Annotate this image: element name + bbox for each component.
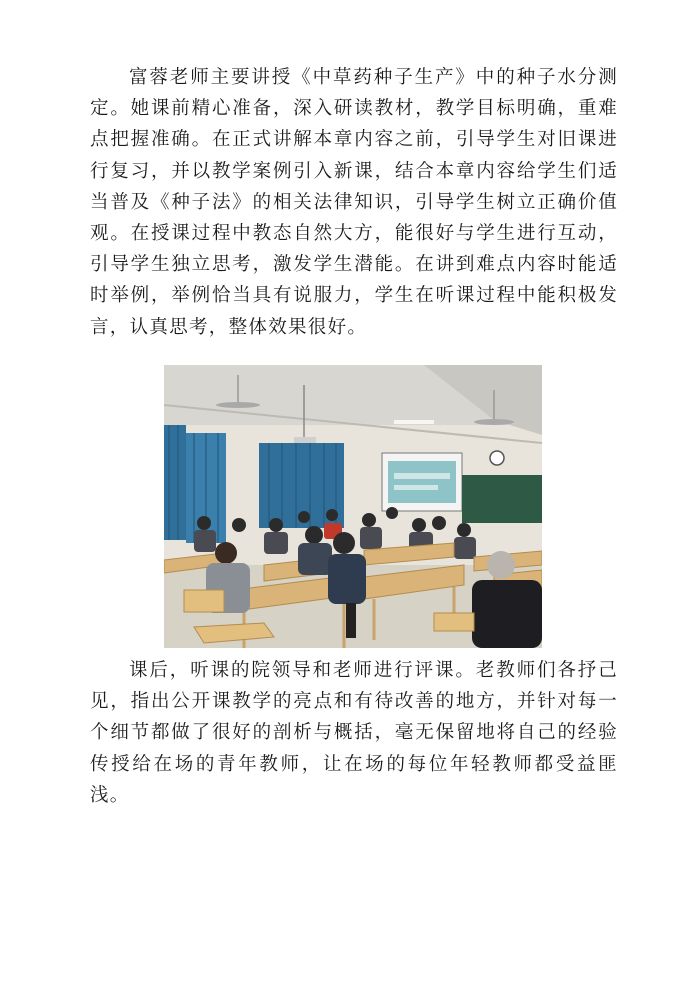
classroom-photo bbox=[164, 365, 542, 648]
paragraph-lecture-description: 富蓉老师主要讲授《中草药种子生产》中的种子水分测定。她课前精心准备，深入研读教材，教学目标明确，重难点把握准确。在正式讲解本章内容之前，引导学生对旧课进行复习，并以教学案例引入新课，结合本章内容给学生们适当普及《种子法》的相关法律知识，引导学生树立正确价值观。在授课过程中教态自然大方，能很好与学生进行互动，引导学生独立思考，激发学生潜能。在讲到难点内容时能适时举例，举例恰当具有说服力，学生在听课过程中能积极发言，认真思考，整体效果很好。 bbox=[90, 67, 618, 338]
paragraph-evaluation: 课后，听课的院领导和老师进行评课。老教师们各抒己见，指出公开课教学的亮点和有待改善的地方，并针对每一个细节都做了很好的剖析与概括，毫无保留地将自己的经验传授给在场的青年教师，让在场的每位年轻教师都受益匪浅。 bbox=[90, 660, 618, 806]
